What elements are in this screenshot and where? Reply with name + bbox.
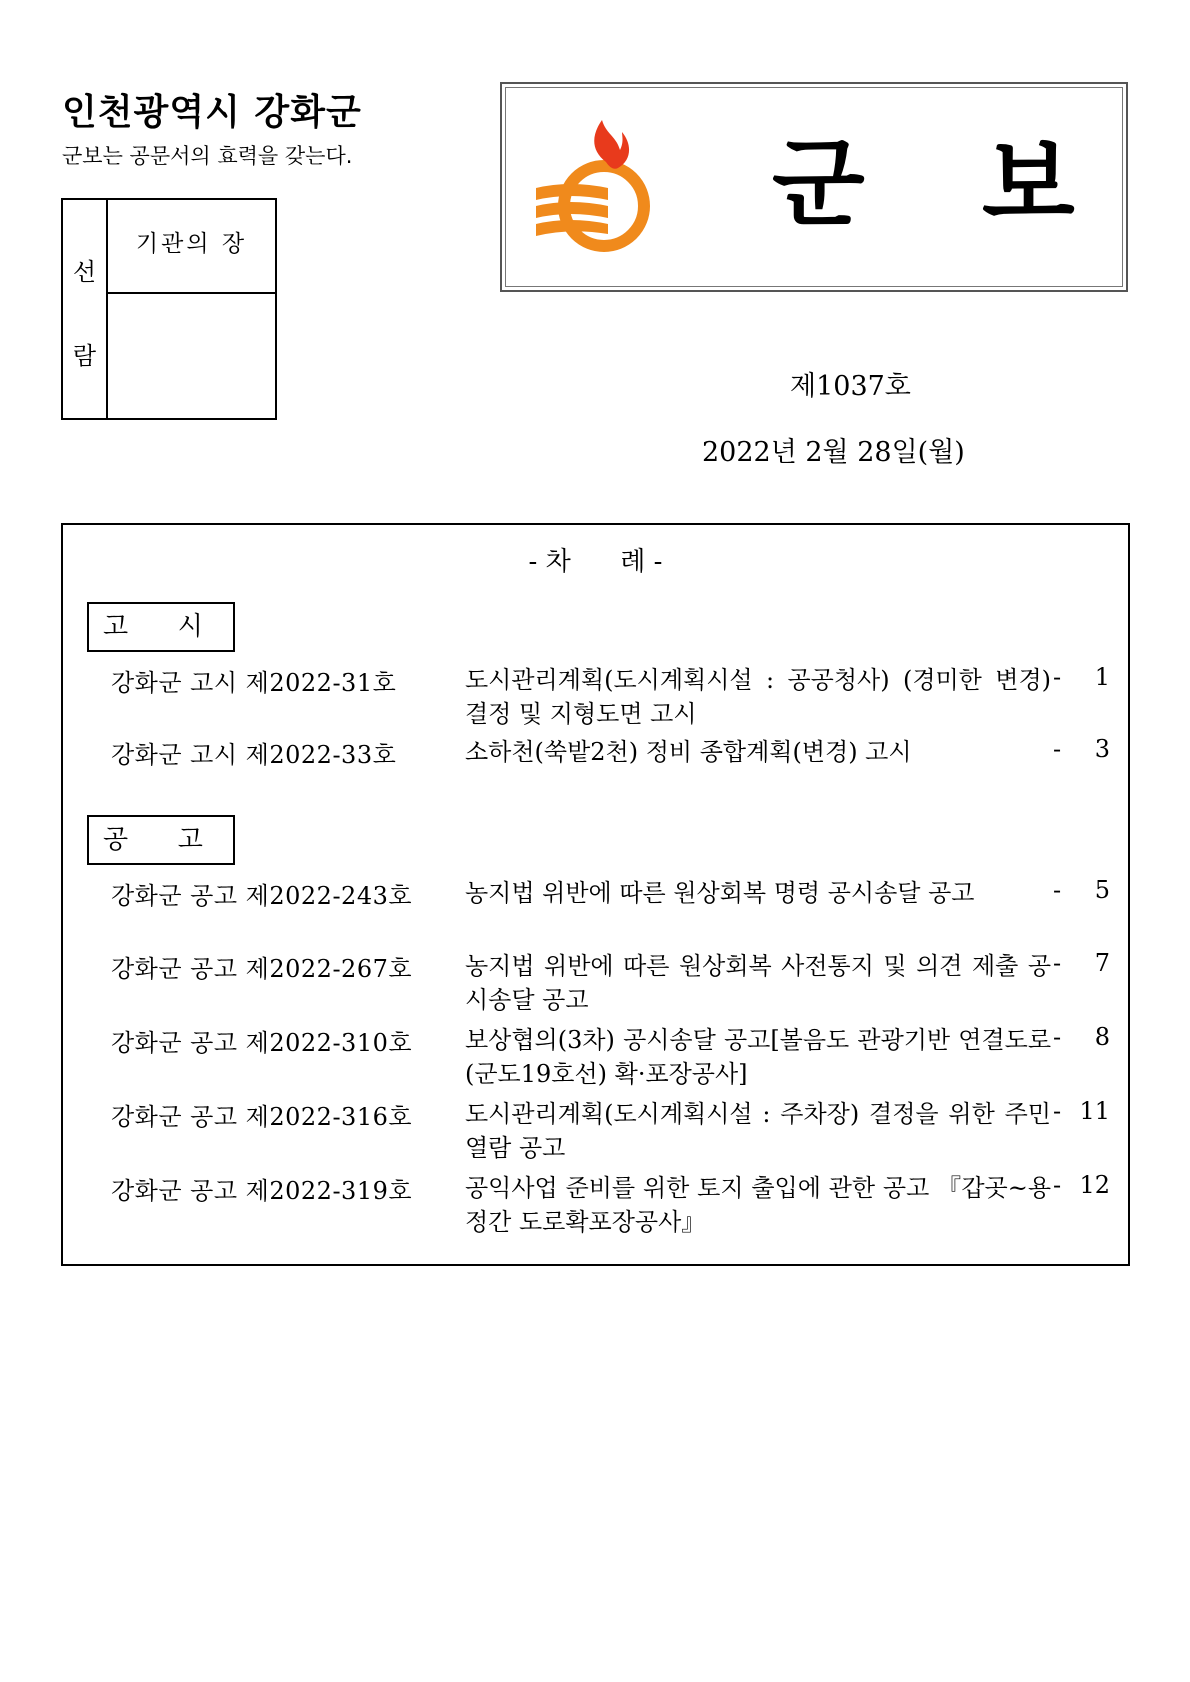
- entry-dash: -: [1053, 1023, 1062, 1051]
- review-head-label: 기관의 장: [108, 200, 275, 294]
- entry-subject: 소하천(쑥밭2천) 정비 종합계획(변경) 고시: [465, 738, 912, 766]
- issue-number: 제1037호: [790, 371, 911, 402]
- section-label-notices: 고 시: [87, 602, 235, 652]
- entry-ref: 강화군 고시 제2022-31호: [111, 669, 397, 697]
- review-signature-area: [108, 294, 275, 418]
- entry-ref: 강화군 공고 제2022-319호: [111, 1177, 413, 1205]
- entry-dash: -: [1053, 876, 1062, 904]
- review-box: [61, 198, 277, 420]
- toc-title: - 차 례 -: [528, 547, 663, 577]
- entry-subject: 도시관리계획(도시계획시설 : 공공청사) (경미한 변경)결정 및 지형도면 고시: [465, 666, 1051, 728]
- org-name: 인천광역시 강화군: [62, 92, 362, 133]
- table-of-contents: [61, 523, 1130, 1266]
- entry-page: 3: [1094, 735, 1110, 763]
- entry-page: 11: [1079, 1097, 1110, 1125]
- entry-subject: 도시관리계획(도시계획시설 : 주차장) 결정을 위한 주민 열람 공고: [465, 1100, 1051, 1162]
- entry-subject: 농지법 위반에 따른 원상회복 사전통지 및 의견 제출 공시송달 공고: [465, 952, 1051, 1014]
- entry-ref: 강화군 공고 제2022-316호: [111, 1103, 413, 1131]
- entry-dash: -: [1053, 1171, 1062, 1199]
- section-label-announcements: 공 고: [87, 815, 235, 865]
- review-side-char: 선: [72, 258, 97, 286]
- entry-ref: 강화군 공고 제2022-310호: [111, 1029, 413, 1057]
- entry-page: 12: [1079, 1171, 1110, 1199]
- entry-subject: 공익사업 준비를 위한 토지 출입에 관한 공고 『갑곳~용정간 도로확포장공사』: [465, 1174, 1051, 1236]
- entry-page: 7: [1094, 949, 1110, 977]
- entry-dash: -: [1053, 735, 1062, 763]
- entry-subject: 보상협의(3차) 공시송달 공고[볼음도 관광기반 연결도로(군도19호선) 확·포장공사]: [465, 1026, 1051, 1088]
- entry-page: 8: [1094, 1023, 1110, 1051]
- issue-date: 2022년 2월 28일(월): [702, 437, 965, 468]
- entry-subject: 농지법 위반에 따른 원상회복 명령 공시송달 공고: [465, 879, 975, 907]
- entry-ref: 강화군 공고 제2022-267호: [111, 955, 413, 983]
- review-side-label: [63, 200, 108, 418]
- entry-page: 5: [1094, 876, 1110, 904]
- bulletin-banner: [500, 82, 1128, 292]
- entry-ref: 강화군 고시 제2022-33호: [111, 741, 397, 769]
- entry-dash: -: [1053, 1097, 1062, 1125]
- bulletin-subtitle: 군보는 공문서의 효력을 갖는다.: [62, 144, 353, 168]
- entry-ref: 강화군 공고 제2022-243호: [111, 882, 413, 910]
- banner-title-char: 보: [982, 128, 1075, 240]
- entry-dash: -: [1053, 949, 1062, 977]
- entry-page: 1: [1094, 663, 1110, 691]
- gangwha-county-emblem-icon: [536, 120, 666, 255]
- review-side-char: 람: [72, 342, 97, 370]
- banner-title-char: 군: [772, 128, 865, 240]
- entry-dash: -: [1053, 663, 1062, 691]
